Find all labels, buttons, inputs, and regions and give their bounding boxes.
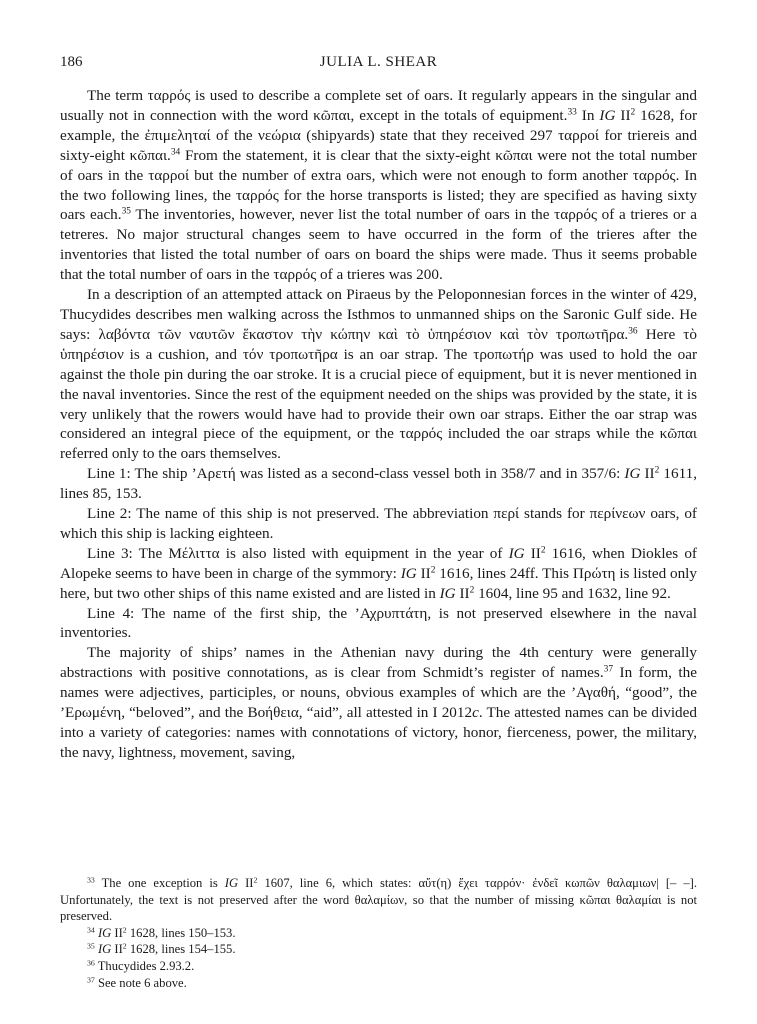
superscript: 35 (87, 941, 95, 951)
footnotes (60, 875, 697, 991)
superscript: 35 (121, 206, 131, 217)
footnote (60, 941, 697, 958)
text-run: 1604, line 95 and 1632, line 92. (474, 584, 671, 602)
text-run: 1628, lines 154–155. (126, 942, 236, 957)
superscript: 2 (122, 925, 127, 935)
italic-text: IG (400, 564, 417, 582)
superscript: 34 (87, 925, 95, 935)
text-run: The majority of ships’ names in the Athenian navy during the 4th century were generally abstractions with positive connotations, as is clear from Schmidt’s register of names. (60, 644, 697, 682)
superscript: 2 (654, 465, 660, 476)
superscript: 37 (87, 974, 95, 984)
running-head: JULIA L. SHEAR (319, 54, 438, 70)
text-run: II (238, 876, 254, 890)
text-run: In form, the names were adjectives, participles, or nouns, obvious examples of which are the ’Αγαθή, “good”, the ’Ερωμένη, “beloved”, and the Βοήθεια, “aid”, all attested in I 2012 (60, 664, 697, 722)
text-run: II (615, 106, 631, 124)
superscript: 2 (630, 107, 636, 118)
text-run: 1628, lines 150–153. (126, 925, 236, 940)
body-paragraph (60, 504, 697, 544)
body-paragraph (60, 464, 697, 504)
text-run: II (416, 564, 431, 582)
text-run: . The attested names can be divided into a variety of categories: names with connotations of victory, honor, fierceness, power, the military, the navy, lightness, movement, saving, (60, 704, 697, 761)
text-run: In (576, 106, 600, 124)
footnote (60, 975, 697, 992)
text-run: II (455, 584, 470, 602)
text-run: See note 6 above. (94, 975, 187, 990)
page-header (60, 54, 697, 76)
text-run: II (640, 465, 655, 483)
body-paragraph (60, 86, 697, 285)
body-paragraph (60, 285, 697, 464)
superscript: 2 (430, 565, 436, 576)
footnote (60, 875, 697, 925)
text-run: Line 4: The name of the first ship, the ’Αχρυπτάτη, is not preserved elsewhere in the naval inventories. (60, 604, 697, 642)
text-run: Line 3: The Μέλιττα is also listed with equipment in the year of (87, 544, 509, 562)
text-run: Thucydides 2.93.2. (94, 958, 195, 973)
italic-text: IG (439, 584, 456, 602)
superscript: 2 (469, 585, 475, 596)
body-paragraph (60, 544, 697, 604)
text-run: 1616, when Diokles of Alopeke seems to have been in charge of the symmory: (60, 544, 697, 582)
text-run: The one exception is (94, 876, 225, 890)
italic-text: IG (97, 925, 112, 940)
body-paragraph (60, 643, 697, 762)
text-run: The term ταρρός is used to describe a complete set of oars. It regularly appears in the singular and usually not in connection with the word κῶπαι, except in the totals of equipment. (60, 87, 697, 124)
superscript: 37 (603, 664, 614, 675)
footnote (60, 925, 697, 942)
italic-text: IG (97, 942, 112, 957)
text-run: 1628, for example, the ἐπιμεληταί of the νεώρια (shipyards) state that they received 297 ταρροί for triereis and sixty-eight κῶπαι. (60, 106, 698, 164)
italic-text: IG (224, 876, 239, 890)
superscript: 33 (87, 875, 95, 885)
superscript: 2 (122, 941, 127, 951)
superscript: 36 (87, 958, 95, 968)
superscript: 34 (170, 147, 181, 158)
body-paragraph (60, 604, 697, 644)
text-run: Line 1: The ship ’Αρετή was listed as a second-class vessel both in 358/7 and in 357/6: (87, 465, 625, 483)
text-run: From the statement, it is clear that the sixty-eight κῶπαι were not the total number of oars in the ταρροί but the number of extra oars, which were not enough to form another ταρρός. In the two following lines, the ταρρός for the horse transports is listed; they are specified as having sixty oars each. (60, 146, 697, 224)
italic-text: IG (599, 106, 616, 124)
page-number: 186 (60, 54, 83, 70)
text-run: Line 2: The name of this ship is not preserved. The abbreviation περί stands for περίνεων oars, of which this ship is lacking eighteen. (60, 505, 697, 542)
italic-text: IG (624, 465, 641, 483)
text-run: II (524, 544, 541, 562)
superscript: 2 (540, 545, 546, 556)
body-text (60, 86, 697, 763)
text-run: Here τὸ ὑπηρέσιον is a cushion, and τόν τροπωτῆρα is an oar strap. The τροπωτήρ was used to hold the oar against the thole pin during the oar stroke. It is a crucial piece of equipment, but it is never mentioned in the naval inventories. Since the rest of the equipment needed on the ships was provided by the state, it is very unlikely that the rowers would have had to provide their own oar straps. Either the oar strap was considered an integral piece of the equipment, or the ταρρός included the oar straps while the κῶπαι referred only to the oars themselves. (60, 325, 697, 463)
text-run: II (111, 942, 123, 957)
text-run: The inventories, however, never list the total number of oars in the ταρρός of a trieres or a tetreres. No major structural changes seem to have occurred in the form of the trieres after the inventories that listed the total number of oars on board the ships were made. Thus it seems probable that the total number of oars in the ταρρός of a trieres was 200. (60, 206, 697, 284)
footnote (60, 958, 697, 975)
text-run: 1607, line 6, which states: αὔτ(η) ἔχει ταρρόν· ἐνδεῖ κωπῶν θαλαμιων| [– –]. Unfortunately, the text is not preserved after the word θαλαμίων, so that the number of missing κῶπαι θαλαμίαι is not preserved. (60, 876, 697, 924)
superscript: 36 (628, 326, 638, 337)
superscript: 2 (253, 875, 258, 885)
italic-text: c (472, 704, 479, 722)
text-run: 1616, lines 24ff. This Πρώτη is listed only here, but two other ships of this name existed and are listed in (60, 564, 697, 602)
text-run: In a description of an attempted attack on Piraeus by the Peloponnesian forces in the winter of 429, Thucydides describes men walking across the Isthmos to unmanned ships on the Saronic Gulf side. He says: λαβόντα τῶν ναυτῶν ἕκαστον τὴν κώπην καὶ τὸ ὑπηρέσιον καὶ τὸν τροπωτῆρα. (60, 286, 697, 343)
text-run: II (111, 925, 123, 940)
superscript: 33 (567, 107, 577, 118)
italic-text: IG (508, 544, 525, 562)
text-run: 1611, lines 85, 153. (60, 465, 698, 503)
